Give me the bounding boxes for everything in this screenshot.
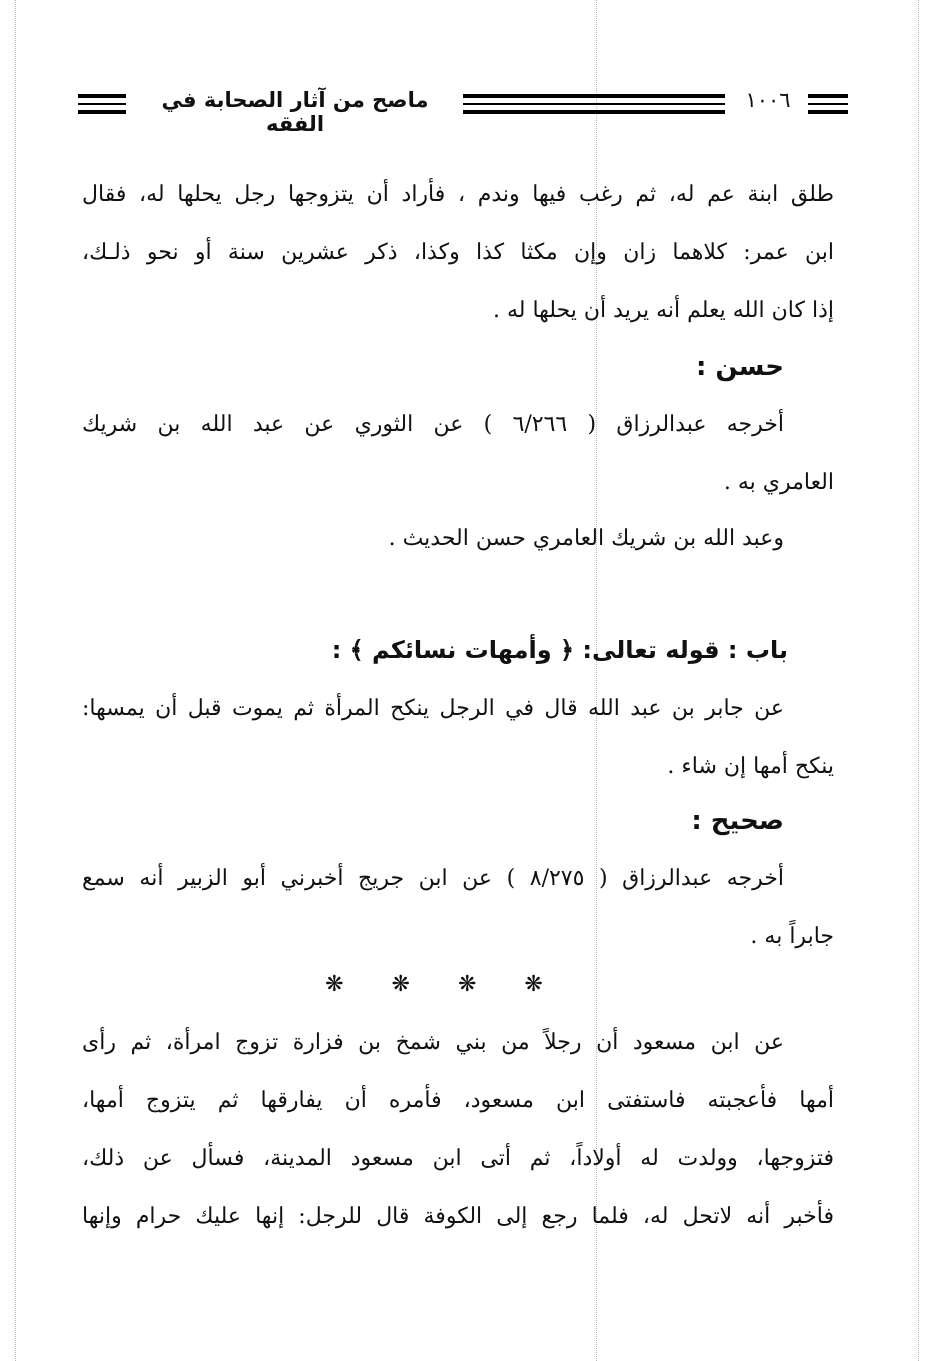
text-line: فتزوجها، وولدت له أولاداً، ثم أتى ابن مسعود المدينة، فسأل عن ذلك، [82, 1146, 834, 1171]
text-line: إذا كان الله يعلم أنه يريد أن يحلها له . [492, 298, 834, 323]
text-line: ينكح أمها إن شاء . [667, 754, 834, 779]
page-number: ١٠٠٦ [745, 88, 791, 112]
section-separator: ❋❋❋❋ [325, 972, 591, 997]
grade-label-sahih: صحيح : [691, 806, 784, 836]
text-line: أمها فأعجبته فاستفتى ابن مسعود، فأمره أن يفارقها ثم يتزوج أمها، [82, 1088, 834, 1113]
page-header [78, 88, 848, 136]
text-line: عن جابر بن عبد الله قال في الرجل ينكح المرأة ثم يموت قبل أن يمسها: [82, 696, 784, 721]
text-line: طلق ابنة عم له، ثم رغب فيها وندم ، فأراد أن يتزوجها رجل يحلها له، فقال [82, 182, 834, 207]
book-title: ماصح من آثار الصحابة في الفقه [161, 88, 429, 136]
text-line: فأخبر أنه لاتحل له، فلما رجع إلى الكوفة قال للرجل: إنها عليك حرام وإنها [82, 1204, 834, 1229]
text-line: أخرجه عبدالرزاق ( ٦/٢٦٦ ) عن الثوري عن عبد الله بن شريك [82, 412, 784, 437]
text-line: ابن عمر: كلاهما زان وإن مكثا كذا وكذا، ذكر عشرين سنة أو نحو ذلـك، [82, 240, 834, 265]
text-line: أخرجه عبدالرزاق ( ٨/٢٧٥ ) عن ابن جريج أخبرني أبو الزبير أنه سمع [82, 866, 784, 891]
section-heading: باب : قوله تعالى: ﴿ وأمهات نسائكم ﴾ : [331, 636, 788, 664]
grade-label-hasan: حسن : [695, 352, 784, 382]
text-line: العامري به . [723, 470, 834, 495]
text-line: وعبد الله بن شريك العامري حسن الحديث . [388, 526, 784, 551]
scan-guide-line [918, 0, 919, 1361]
text-line: عن ابن مسعود أن رجلاً من بني شمخ بن فزارة تزوج امرأة، ثم رأى [82, 1030, 784, 1055]
text-line: جابراً به . [750, 924, 834, 949]
scan-guide-line [15, 0, 16, 1361]
